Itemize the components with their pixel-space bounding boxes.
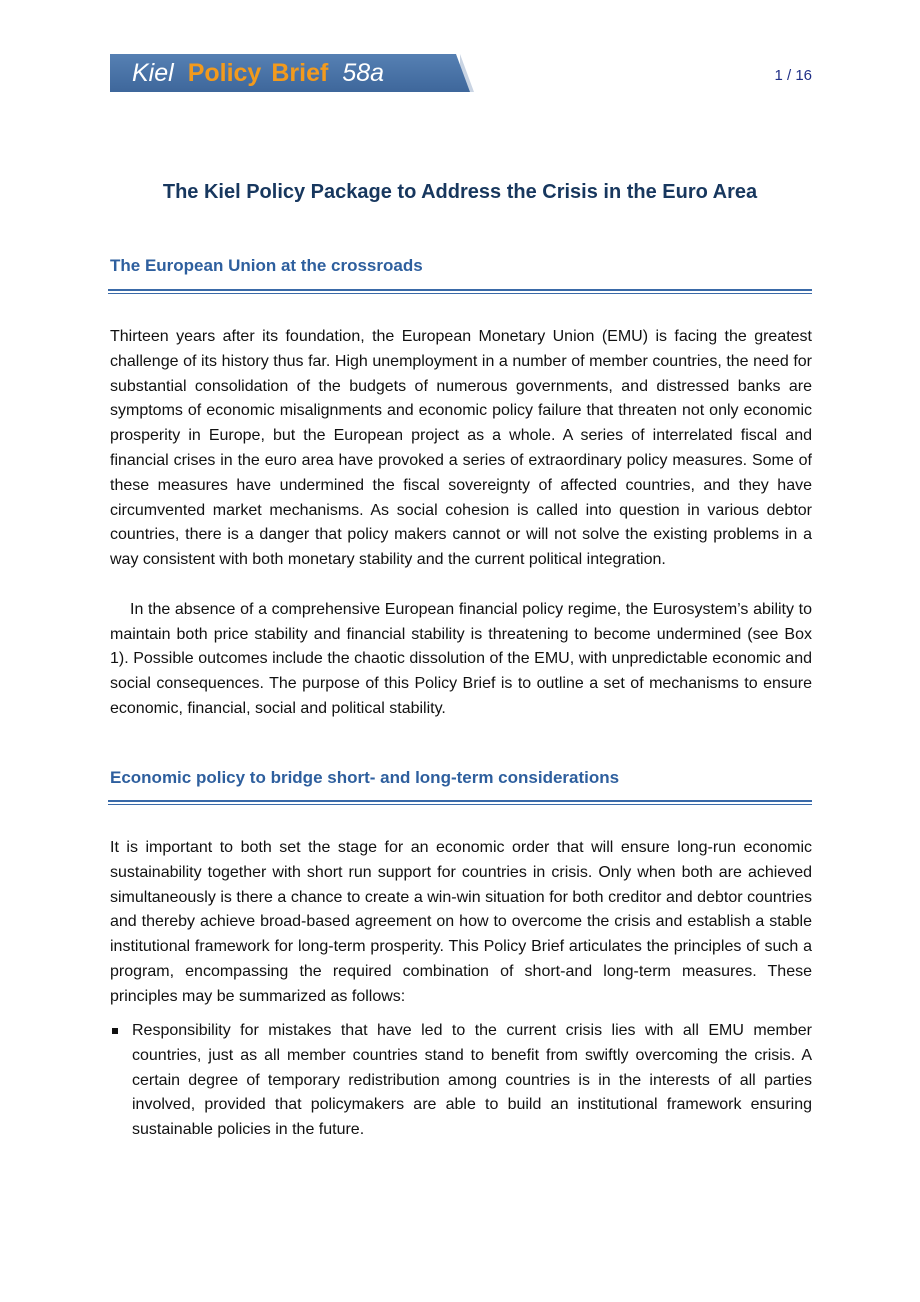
section-heading: The European Union at the crossroads <box>110 256 423 275</box>
section-rule <box>108 289 812 294</box>
section-rule <box>108 800 812 805</box>
paragraph: It is important to both set the stage for an economic order that will ensure long-run economic sustainability together with short run support for countries in crisis. Only when both are achieved simultaneously is there a chance to create a win-win situation for both creditor and debtor countries and thereby achieve broad-based agreement on how to overcome the crisis and establish a stable institutional framework for long-term prosperity. This Policy Brief articulates the principles of such a program, encompassing the required combination of short-and long-term measures. These principles may be summarized as follows: <box>110 839 812 1005</box>
series-word-brief: Brief <box>271 59 329 87</box>
bullet-list <box>110 1019 812 1143</box>
series-word-kiel: Kiel <box>132 59 174 87</box>
section-heading: Economic policy to bridge short- and long-term considerations <box>110 768 620 787</box>
paragraph: In the absence of a comprehensive European financial policy regime, the Eurosystem’s ability to maintain both price stability and financial stability is threatening to become undermined (see Box 1). Possible outcomes include the chaotic dissolution of the EMU, with unpredictable economic and social consequences. The purpose of this Policy Brief is to outline a set of mechanisms to ensure economic, financial, social and political stability. <box>110 600 812 717</box>
page-indicator: 1 / 16 <box>774 67 812 84</box>
series-banner <box>110 54 474 92</box>
paragraph: Thirteen years after its foundation, the European Monetary Union (EMU) is facing the greatest challenge of its history thus far. High unemployment in a number of member countries, the need for substantial consolidation of the budgets of numerous governments, and distressed banks are symptoms of economic misalignments and economic policy failure that threaten not only economic prosperity in Europe, but the European project as a whole. A series of interrelated fiscal and financial crises in the euro area have provoked a series of extraordinary policy measures. Some of these measures have undermined the fiscal sovereignty of affected countries, and they have circumvented market mechanisms. As social cohesion is called into question in various debtor countries, there is a danger that policy makers cannot or will not solve the existing problems in a way consistent with both monetary stability and the current political integration. <box>110 328 812 569</box>
series-title <box>132 56 384 90</box>
bullet-square-icon <box>112 1028 118 1034</box>
series-number: 58a <box>342 59 385 87</box>
list-item-text: Responsibility for mistakes that have led to the current crisis lies with all EMU member countries, just as all member countries stand to benefit from swiftly overcoming the crisis. A certain degree of temporary redistribution among countries is in the interests of all parties involved, provided that policymakers are able to build an institutional framework ensuring sustainable policies in the future. <box>132 1022 812 1139</box>
list-item <box>110 1019 812 1143</box>
series-word-policy: Policy <box>187 59 262 87</box>
document-title: The Kiel Policy Package to Address the Crisis in the Euro Area <box>162 181 758 203</box>
